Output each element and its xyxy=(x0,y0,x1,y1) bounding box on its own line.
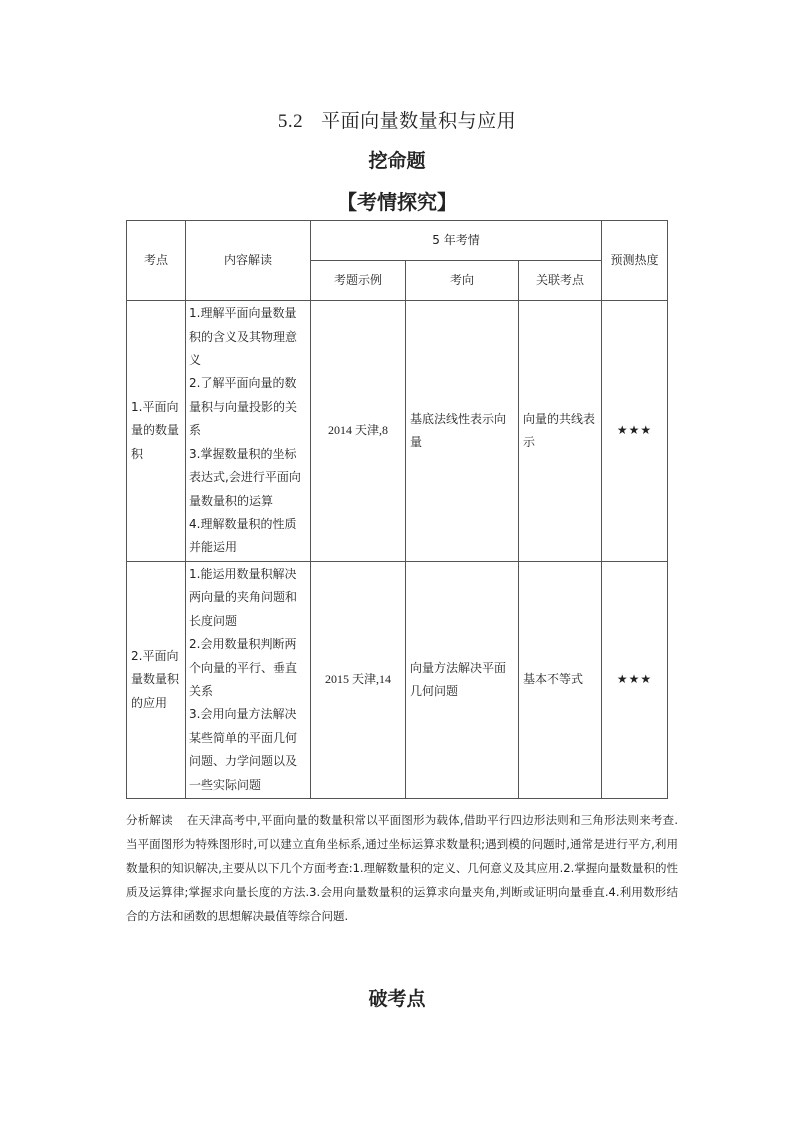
header-shili: 考题示例 xyxy=(311,261,406,301)
analysis-label: 分析解读 xyxy=(126,813,173,827)
subtitle: 挖命题 xyxy=(368,150,426,172)
header-kaodian: 考点 xyxy=(127,221,186,301)
cell-kaoxiang: 基底法线性表示向量 xyxy=(406,301,519,562)
cell-guanlian: 向量的共线表示 xyxy=(519,301,602,562)
header-five-year: 5 年考情 xyxy=(311,221,602,261)
footer-section-title: 破考点 xyxy=(368,988,426,1010)
cell-shili: 2014 天津,8 xyxy=(311,301,406,562)
analysis-paragraph xyxy=(126,808,678,928)
cell-guanlian: 基本不等式 xyxy=(519,562,602,799)
section-heading xyxy=(0,106,794,133)
cell-neirong xyxy=(186,301,311,562)
bracket-title: 【考情探究】 xyxy=(337,190,457,214)
neirong-item: 1.理解平面向量数量积的含义及其物理意义 xyxy=(189,306,298,368)
neirong-item: 2.了解平面向量的数量积与向量投影的关系 xyxy=(189,376,298,438)
cell-shili: 2015 天津,14 xyxy=(311,562,406,799)
header-kaoxiang: 考向 xyxy=(406,261,519,301)
cell-redu-stars: ★★★ xyxy=(602,562,668,799)
header-yuce: 预测热度 xyxy=(602,221,668,301)
table-header-row xyxy=(127,221,668,261)
cell-kaoxiang: 向量方法解决平面几何问题 xyxy=(406,562,519,799)
cell-neirong xyxy=(186,562,311,799)
cell-kaodian: 1.平面向量的数量积 xyxy=(127,301,186,562)
cell-redu-stars: ★★★ xyxy=(602,301,668,562)
neirong-item: 1.能运用数量积解决两向量的夹角问题和长度问题 xyxy=(189,566,298,628)
neirong-item: 4.理解数量积的性质并能运用 xyxy=(189,516,297,555)
header-guanlian: 关联考点 xyxy=(519,261,602,301)
cell-kaodian: 2.平面向量数量积的应用 xyxy=(127,562,186,799)
neirong-item: 3.会用向量方法解决某些简单的平面几何问题、力学问题以及一些实际问题 xyxy=(189,707,298,792)
header-neirong: 内容解读 xyxy=(186,221,311,301)
table-row xyxy=(127,301,668,562)
section-number: 5.2 xyxy=(277,111,304,132)
analysis-text: 在天津高考中,平面向量的数量积常以平面图形为载体,借助平行四边形法则和三角形法则来考查.当平面图形为特殊图形时,可以建立直角坐标系,通过坐标运算求数量积;遇到模的问题时,通常是进行平方,利用数量积的知识解决,主要从以下几个方面考查:1.理解数量积的定义、几何意义及其应用.2.掌握向量数量积的性质及运算律;掌握求向量长度的方法.3.会用向量数量积的运算求向量夹角,判断或证明向量垂直.4.利用数形结合的方法和函数的思想解决最值等综合问题. xyxy=(126,813,678,923)
table-row xyxy=(127,562,668,799)
neirong-item: 3.掌握数量积的坐标表达式,会进行平面向量数量积的运算 xyxy=(189,446,301,508)
neirong-item: 2.会用数量积判断两个向量的平行、垂直关系 xyxy=(189,637,298,698)
exam-analysis-table xyxy=(126,220,668,799)
section-title: 平面向量数量积与应用 xyxy=(321,110,517,132)
